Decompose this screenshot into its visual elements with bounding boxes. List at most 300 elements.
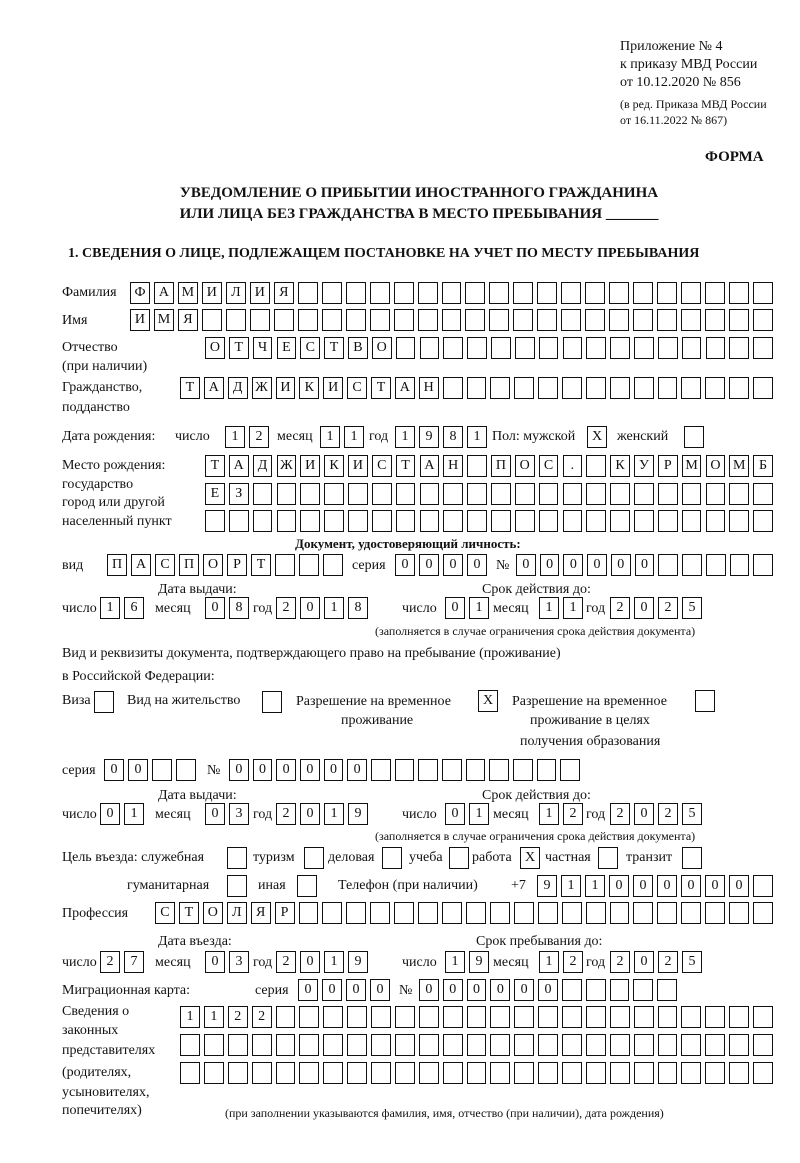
char-box[interactable]: 1 — [324, 597, 344, 619]
char-box[interactable] — [634, 1006, 654, 1028]
char-box[interactable]: П — [491, 455, 511, 477]
char-box[interactable]: О — [203, 554, 223, 576]
char-box[interactable] — [681, 309, 701, 331]
char-box[interactable]: 2 — [610, 597, 630, 619]
stay-valid-year-boxes[interactable] — [610, 803, 706, 825]
char-box[interactable] — [276, 1062, 296, 1084]
char-box[interactable] — [396, 483, 416, 505]
char-box[interactable]: 0 — [276, 759, 296, 781]
stay-until-day-boxes[interactable] — [445, 951, 493, 973]
char-box[interactable]: 0 — [229, 759, 249, 781]
char-box[interactable]: 0 — [300, 759, 320, 781]
char-box[interactable]: 9 — [348, 803, 368, 825]
char-box[interactable] — [586, 337, 606, 359]
char-box[interactable]: 0 — [634, 803, 654, 825]
id-issue-month-boxes[interactable] — [205, 597, 253, 619]
char-box[interactable]: Л — [227, 902, 247, 924]
char-box[interactable]: 0 — [370, 979, 390, 1001]
char-box[interactable] — [610, 1062, 630, 1084]
char-box[interactable]: 1 — [467, 426, 487, 448]
char-box[interactable]: Т — [371, 377, 391, 399]
char-box[interactable] — [538, 1062, 558, 1084]
char-box[interactable]: 0 — [324, 759, 344, 781]
char-box[interactable] — [586, 455, 606, 477]
char-box[interactable] — [395, 1062, 415, 1084]
char-box[interactable] — [180, 1062, 200, 1084]
char-box[interactable] — [465, 282, 485, 304]
char-box[interactable] — [562, 902, 582, 924]
entry-year-boxes[interactable] — [276, 951, 372, 973]
char-box[interactable] — [394, 282, 414, 304]
char-box[interactable] — [372, 483, 392, 505]
char-box[interactable] — [297, 875, 317, 897]
char-box[interactable]: Н — [443, 455, 463, 477]
char-box[interactable] — [322, 282, 342, 304]
migration-series-boxes[interactable] — [298, 979, 394, 1001]
char-box[interactable]: X — [587, 426, 607, 448]
char-box[interactable] — [347, 1034, 367, 1056]
char-box[interactable]: Р — [658, 455, 678, 477]
char-box[interactable] — [299, 1034, 319, 1056]
char-box[interactable]: 0 — [300, 951, 320, 973]
char-box[interactable] — [610, 1006, 630, 1028]
char-box[interactable]: 0 — [205, 951, 225, 973]
char-box[interactable] — [610, 1034, 630, 1056]
birthplace-boxes-row3[interactable] — [205, 510, 777, 532]
purpose-work-checkbox[interactable] — [520, 847, 544, 869]
char-box[interactable] — [94, 691, 114, 713]
char-box[interactable] — [491, 337, 511, 359]
char-box[interactable]: М — [682, 455, 702, 477]
char-box[interactable]: 0 — [540, 554, 560, 576]
char-box[interactable] — [418, 902, 438, 924]
char-box[interactable] — [753, 309, 773, 331]
char-box[interactable] — [657, 979, 677, 1001]
name-boxes[interactable] — [130, 309, 777, 331]
char-box[interactable] — [324, 483, 344, 505]
char-box[interactable]: К — [299, 377, 319, 399]
purpose-humanitarian-checkbox[interactable] — [227, 875, 251, 897]
char-box[interactable] — [563, 483, 583, 505]
char-box[interactable]: 0 — [253, 759, 273, 781]
char-box[interactable] — [443, 377, 463, 399]
char-box[interactable] — [753, 1034, 773, 1056]
char-box[interactable] — [706, 510, 726, 532]
char-box[interactable] — [586, 1062, 606, 1084]
char-box[interactable] — [298, 309, 318, 331]
char-box[interactable] — [586, 1034, 606, 1056]
char-box[interactable] — [729, 483, 749, 505]
char-box[interactable] — [490, 377, 510, 399]
sex-female-checkbox[interactable] — [684, 426, 708, 448]
char-box[interactable] — [443, 1062, 463, 1084]
char-box[interactable]: П — [107, 554, 127, 576]
char-box[interactable] — [324, 510, 344, 532]
char-box[interactable]: 1 — [204, 1006, 224, 1028]
char-box[interactable]: 0 — [445, 597, 465, 619]
char-box[interactable] — [537, 309, 557, 331]
char-box[interactable]: 0 — [538, 979, 558, 1001]
char-box[interactable] — [443, 510, 463, 532]
stay-until-month-boxes[interactable] — [539, 951, 587, 973]
char-box[interactable] — [253, 510, 273, 532]
char-box[interactable] — [323, 1034, 343, 1056]
char-box[interactable] — [514, 377, 534, 399]
char-box[interactable]: 2 — [658, 951, 678, 973]
char-box[interactable] — [300, 510, 320, 532]
char-box[interactable]: 0 — [347, 759, 367, 781]
char-box[interactable]: 8 — [229, 597, 249, 619]
char-box[interactable] — [371, 1006, 391, 1028]
char-box[interactable]: Д — [253, 455, 273, 477]
char-box[interactable] — [753, 902, 773, 924]
char-box[interactable]: 1 — [324, 951, 344, 973]
char-box[interactable] — [598, 847, 618, 869]
char-box[interactable]: 8 — [348, 597, 368, 619]
char-box[interactable]: У — [634, 455, 654, 477]
char-box[interactable]: Т — [205, 455, 225, 477]
char-box[interactable] — [228, 1062, 248, 1084]
char-box[interactable] — [563, 510, 583, 532]
char-box[interactable] — [228, 1034, 248, 1056]
char-box[interactable] — [682, 337, 702, 359]
char-box[interactable]: Н — [419, 377, 439, 399]
stay-issue-year-boxes[interactable] — [276, 803, 372, 825]
char-box[interactable] — [418, 759, 438, 781]
char-box[interactable] — [253, 483, 273, 505]
char-box[interactable] — [753, 875, 773, 897]
stay-valid-month-boxes[interactable] — [539, 803, 587, 825]
char-box[interactable] — [753, 337, 773, 359]
char-box[interactable] — [252, 1062, 272, 1084]
char-box[interactable]: 2 — [563, 951, 583, 973]
char-box[interactable]: И — [348, 455, 368, 477]
char-box[interactable] — [443, 337, 463, 359]
char-box[interactable]: Т — [251, 554, 271, 576]
char-box[interactable] — [684, 426, 704, 448]
char-box[interactable] — [681, 377, 701, 399]
char-box[interactable]: 1 — [539, 803, 559, 825]
char-box[interactable]: 1 — [324, 803, 344, 825]
char-box[interactable]: Д — [228, 377, 248, 399]
char-box[interactable]: 1 — [563, 597, 583, 619]
char-box[interactable]: 0 — [634, 951, 654, 973]
char-box[interactable] — [442, 759, 462, 781]
char-box[interactable]: М — [729, 455, 749, 477]
char-box[interactable] — [514, 1006, 534, 1028]
char-box[interactable] — [729, 510, 749, 532]
char-box[interactable] — [705, 309, 725, 331]
char-box[interactable] — [705, 377, 725, 399]
char-box[interactable]: Р — [227, 554, 247, 576]
char-box[interactable] — [443, 1034, 463, 1056]
char-box[interactable] — [394, 902, 414, 924]
char-box[interactable]: И — [276, 377, 296, 399]
char-box[interactable]: 0 — [395, 554, 415, 576]
char-box[interactable] — [298, 282, 318, 304]
char-box[interactable] — [538, 902, 558, 924]
char-box[interactable] — [152, 759, 172, 781]
char-box[interactable]: 3 — [229, 803, 249, 825]
id-series-boxes[interactable] — [395, 554, 491, 576]
char-box[interactable] — [348, 510, 368, 532]
char-box[interactable]: И — [323, 377, 343, 399]
char-box[interactable] — [562, 1034, 582, 1056]
char-box[interactable] — [610, 377, 630, 399]
char-box[interactable]: Е — [205, 483, 225, 505]
char-box[interactable] — [323, 1062, 343, 1084]
char-box[interactable]: 0 — [467, 554, 487, 576]
char-box[interactable] — [262, 691, 282, 713]
char-box[interactable] — [753, 554, 773, 576]
char-box[interactable]: О — [372, 337, 392, 359]
char-box[interactable]: С — [155, 554, 175, 576]
char-box[interactable]: 5 — [682, 951, 702, 973]
char-box[interactable] — [705, 1006, 725, 1028]
char-box[interactable] — [562, 1006, 582, 1028]
char-box[interactable]: К — [610, 455, 630, 477]
migration-number-boxes[interactable] — [419, 979, 681, 1001]
char-box[interactable] — [753, 282, 773, 304]
char-box[interactable] — [370, 282, 390, 304]
char-box[interactable]: . — [563, 455, 583, 477]
char-box[interactable]: Р — [275, 902, 295, 924]
char-box[interactable]: 2 — [276, 951, 296, 973]
id-issue-day-boxes[interactable] — [100, 597, 148, 619]
char-box[interactable]: 9 — [419, 426, 439, 448]
char-box[interactable] — [467, 377, 487, 399]
char-box[interactable]: Т — [179, 902, 199, 924]
char-box[interactable] — [347, 1006, 367, 1028]
char-box[interactable] — [277, 483, 297, 505]
char-box[interactable] — [396, 337, 416, 359]
char-box[interactable] — [657, 902, 677, 924]
char-box[interactable] — [538, 1034, 558, 1056]
char-box[interactable]: А — [395, 377, 415, 399]
char-box[interactable]: 0 — [419, 554, 439, 576]
char-box[interactable] — [729, 1006, 749, 1028]
char-box[interactable] — [467, 1034, 487, 1056]
char-box[interactable] — [586, 1006, 606, 1028]
char-box[interactable]: 0 — [587, 554, 607, 576]
char-box[interactable] — [682, 847, 702, 869]
char-box[interactable] — [442, 309, 462, 331]
char-box[interactable] — [277, 510, 297, 532]
char-box[interactable] — [419, 1034, 439, 1056]
char-box[interactable] — [443, 483, 463, 505]
char-box[interactable] — [442, 282, 462, 304]
char-box[interactable] — [610, 337, 630, 359]
char-box[interactable] — [753, 1062, 773, 1084]
char-box[interactable] — [346, 282, 366, 304]
char-box[interactable] — [658, 483, 678, 505]
char-box[interactable] — [443, 1006, 463, 1028]
id-number-boxes[interactable] — [516, 554, 777, 576]
char-box[interactable] — [490, 902, 510, 924]
char-box[interactable] — [562, 377, 582, 399]
id-valid-month-boxes[interactable] — [539, 597, 587, 619]
char-box[interactable] — [513, 282, 533, 304]
char-box[interactable]: 1 — [469, 597, 489, 619]
char-box[interactable]: 2 — [249, 426, 269, 448]
char-box[interactable]: 2 — [228, 1006, 248, 1028]
char-box[interactable] — [346, 902, 366, 924]
char-box[interactable] — [681, 1006, 701, 1028]
char-box[interactable] — [658, 377, 678, 399]
char-box[interactable] — [658, 1062, 678, 1084]
char-box[interactable] — [205, 510, 225, 532]
char-box[interactable] — [300, 483, 320, 505]
char-box[interactable]: И — [202, 282, 222, 304]
purpose-transit-checkbox[interactable] — [682, 847, 706, 869]
char-box[interactable] — [467, 337, 487, 359]
char-box[interactable] — [706, 483, 726, 505]
char-box[interactable] — [706, 337, 726, 359]
char-box[interactable] — [562, 1062, 582, 1084]
purpose-study-checkbox[interactable] — [449, 847, 473, 869]
char-box[interactable] — [729, 337, 749, 359]
char-box[interactable]: А — [154, 282, 174, 304]
id-kind-boxes[interactable] — [107, 554, 347, 576]
char-box[interactable] — [489, 309, 509, 331]
purpose-business-checkbox[interactable] — [382, 847, 406, 869]
char-box[interactable] — [634, 337, 654, 359]
char-box[interactable]: 0 — [729, 875, 749, 897]
char-box[interactable]: К — [324, 455, 344, 477]
char-box[interactable] — [419, 1006, 439, 1028]
char-box[interactable] — [467, 1062, 487, 1084]
patronymic-boxes[interactable] — [205, 337, 777, 359]
char-box[interactable] — [610, 483, 630, 505]
char-box[interactable]: 0 — [443, 554, 463, 576]
char-box[interactable]: 9 — [469, 951, 489, 973]
char-box[interactable] — [371, 1062, 391, 1084]
char-box[interactable] — [539, 337, 559, 359]
char-box[interactable] — [514, 902, 534, 924]
char-box[interactable] — [633, 902, 653, 924]
char-box[interactable]: 1 — [539, 951, 559, 973]
char-box[interactable] — [395, 1034, 415, 1056]
char-box[interactable] — [226, 309, 246, 331]
char-box[interactable]: 0 — [516, 554, 536, 576]
char-box[interactable] — [539, 510, 559, 532]
char-box[interactable] — [681, 902, 701, 924]
id-valid-day-boxes[interactable] — [445, 597, 493, 619]
char-box[interactable]: О — [515, 455, 535, 477]
char-box[interactable] — [467, 483, 487, 505]
char-box[interactable] — [538, 1006, 558, 1028]
char-box[interactable] — [585, 309, 605, 331]
char-box[interactable] — [299, 902, 319, 924]
char-box[interactable]: Б — [753, 455, 773, 477]
char-box[interactable] — [227, 875, 247, 897]
char-box[interactable] — [634, 510, 654, 532]
char-box[interactable] — [467, 455, 487, 477]
char-box[interactable] — [609, 282, 629, 304]
char-box[interactable]: С — [372, 455, 392, 477]
char-box[interactable] — [560, 759, 580, 781]
char-box[interactable] — [204, 1062, 224, 1084]
char-box[interactable]: И — [130, 309, 150, 331]
char-box[interactable]: 0 — [657, 875, 677, 897]
char-box[interactable]: А — [229, 455, 249, 477]
char-box[interactable] — [610, 510, 630, 532]
char-box[interactable] — [395, 1006, 415, 1028]
stay-until-year-boxes[interactable] — [610, 951, 706, 973]
char-box[interactable] — [585, 282, 605, 304]
trp-checkbox[interactable] — [478, 690, 502, 712]
char-box[interactable] — [681, 282, 701, 304]
char-box[interactable] — [633, 282, 653, 304]
char-box[interactable]: О — [203, 902, 223, 924]
char-box[interactable] — [658, 1006, 678, 1028]
char-box[interactable] — [729, 377, 749, 399]
char-box[interactable]: Т — [180, 377, 200, 399]
legal-boxes-row1[interactable] — [180, 1006, 777, 1028]
char-box[interactable] — [323, 554, 343, 576]
char-box[interactable] — [610, 979, 630, 1001]
char-box[interactable] — [176, 759, 196, 781]
char-box[interactable]: З — [229, 483, 249, 505]
char-box[interactable]: 2 — [276, 803, 296, 825]
char-box[interactable]: 1 — [445, 951, 465, 973]
char-box[interactable] — [634, 1034, 654, 1056]
char-box[interactable] — [753, 1006, 773, 1028]
visa-checkbox[interactable] — [94, 691, 118, 713]
char-box[interactable] — [537, 282, 557, 304]
char-box[interactable] — [515, 483, 535, 505]
char-box[interactable]: 0 — [205, 803, 225, 825]
char-box[interactable]: 1 — [124, 803, 144, 825]
char-box[interactable] — [705, 282, 725, 304]
char-box[interactable]: 1 — [100, 597, 120, 619]
char-box[interactable]: 0 — [490, 979, 510, 1001]
char-box[interactable]: 5 — [682, 803, 702, 825]
char-box[interactable] — [729, 902, 749, 924]
char-box[interactable] — [537, 759, 557, 781]
char-box[interactable]: Е — [277, 337, 297, 359]
char-box[interactable] — [705, 1034, 725, 1056]
char-box[interactable] — [347, 1062, 367, 1084]
legal-boxes-row2[interactable] — [180, 1034, 777, 1056]
birthplace-boxes-row1[interactable] — [205, 455, 777, 477]
char-box[interactable] — [539, 483, 559, 505]
char-box[interactable] — [561, 309, 581, 331]
char-box[interactable]: Я — [251, 902, 271, 924]
char-box[interactable]: А — [204, 377, 224, 399]
id-valid-year-boxes[interactable] — [610, 597, 706, 619]
char-box[interactable]: 1 — [225, 426, 245, 448]
char-box[interactable]: Ф — [130, 282, 150, 304]
char-box[interactable] — [274, 309, 294, 331]
char-box[interactable] — [420, 337, 440, 359]
char-box[interactable]: 2 — [658, 597, 678, 619]
char-box[interactable] — [681, 1034, 701, 1056]
char-box[interactable] — [513, 309, 533, 331]
char-box[interactable] — [299, 554, 319, 576]
char-box[interactable] — [204, 1034, 224, 1056]
char-box[interactable]: 8 — [443, 426, 463, 448]
char-box[interactable]: 2 — [276, 597, 296, 619]
char-box[interactable]: 0 — [563, 554, 583, 576]
char-box[interactable] — [658, 1034, 678, 1056]
birth-month-boxes[interactable] — [320, 426, 368, 448]
char-box[interactable] — [682, 483, 702, 505]
char-box[interactable]: 0 — [300, 803, 320, 825]
char-box[interactable] — [514, 1062, 534, 1084]
birth-day-boxes[interactable] — [225, 426, 273, 448]
char-box[interactable]: 3 — [229, 951, 249, 973]
